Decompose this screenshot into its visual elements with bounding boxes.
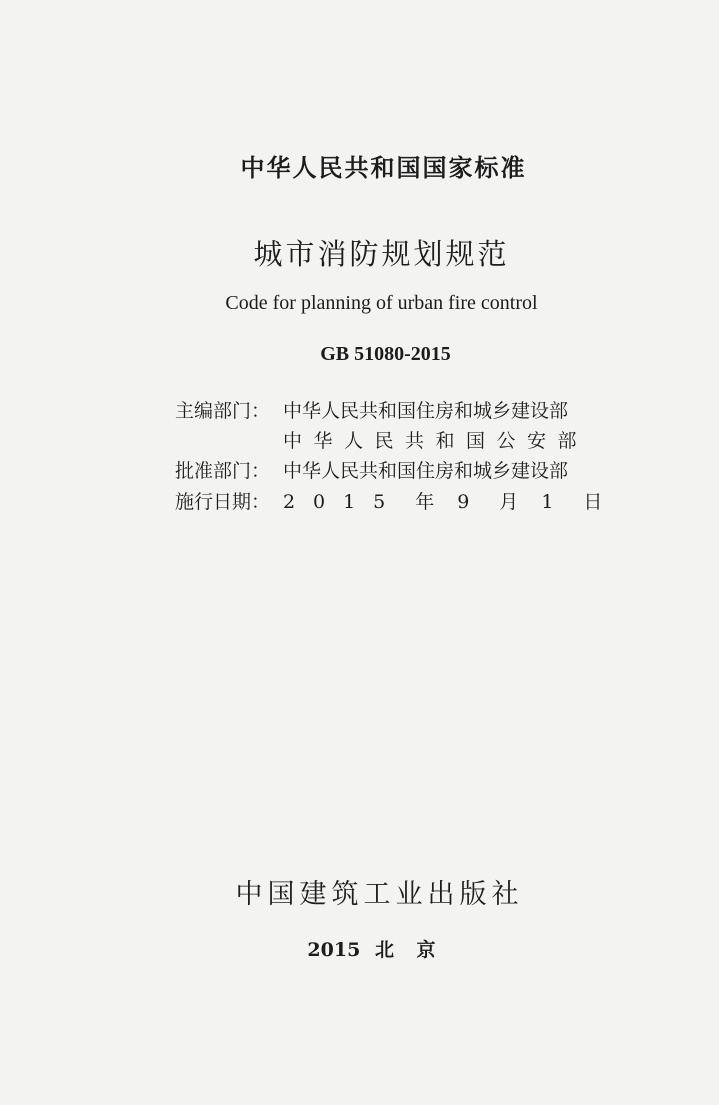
approver-label: 批准部门： [175,460,271,482]
year-unit: 年 [415,491,435,513]
year-digit: 1 [343,491,356,513]
month-value: 9 [457,491,470,513]
editor-label: 主编部门： [175,400,271,422]
publication-year: 2015 [307,939,361,961]
standard-type-heading: 中华人民共和国国家标准 [240,154,527,182]
document-title-english: Code for planning of urban fire control [225,292,538,314]
publication-city: 北 京 [374,939,440,961]
approver-department: 中华人民共和国住房和城乡建设部 [283,460,569,482]
editor-department-2: 中华人民共和国公安部 [283,430,589,452]
document-title-chinese: 城市消防规划规范 [253,237,510,271]
effective-date [283,487,607,514]
day-unit: 日 [583,491,603,513]
publication-year-city [14,935,719,962]
day-value: 1 [541,491,554,513]
publisher-name: 中国建筑工业出版社 [235,879,524,910]
year-digit: 2 [283,491,296,513]
editor-department-1: 中华人民共和国住房和城乡建设部 [283,400,569,422]
effective-date-label: 施行日期： [175,491,271,513]
standard-code: GB 51080-2015 [320,343,451,365]
year-digit: 0 [313,491,326,513]
year-digit: 5 [373,491,386,513]
month-unit: 月 [499,491,519,513]
